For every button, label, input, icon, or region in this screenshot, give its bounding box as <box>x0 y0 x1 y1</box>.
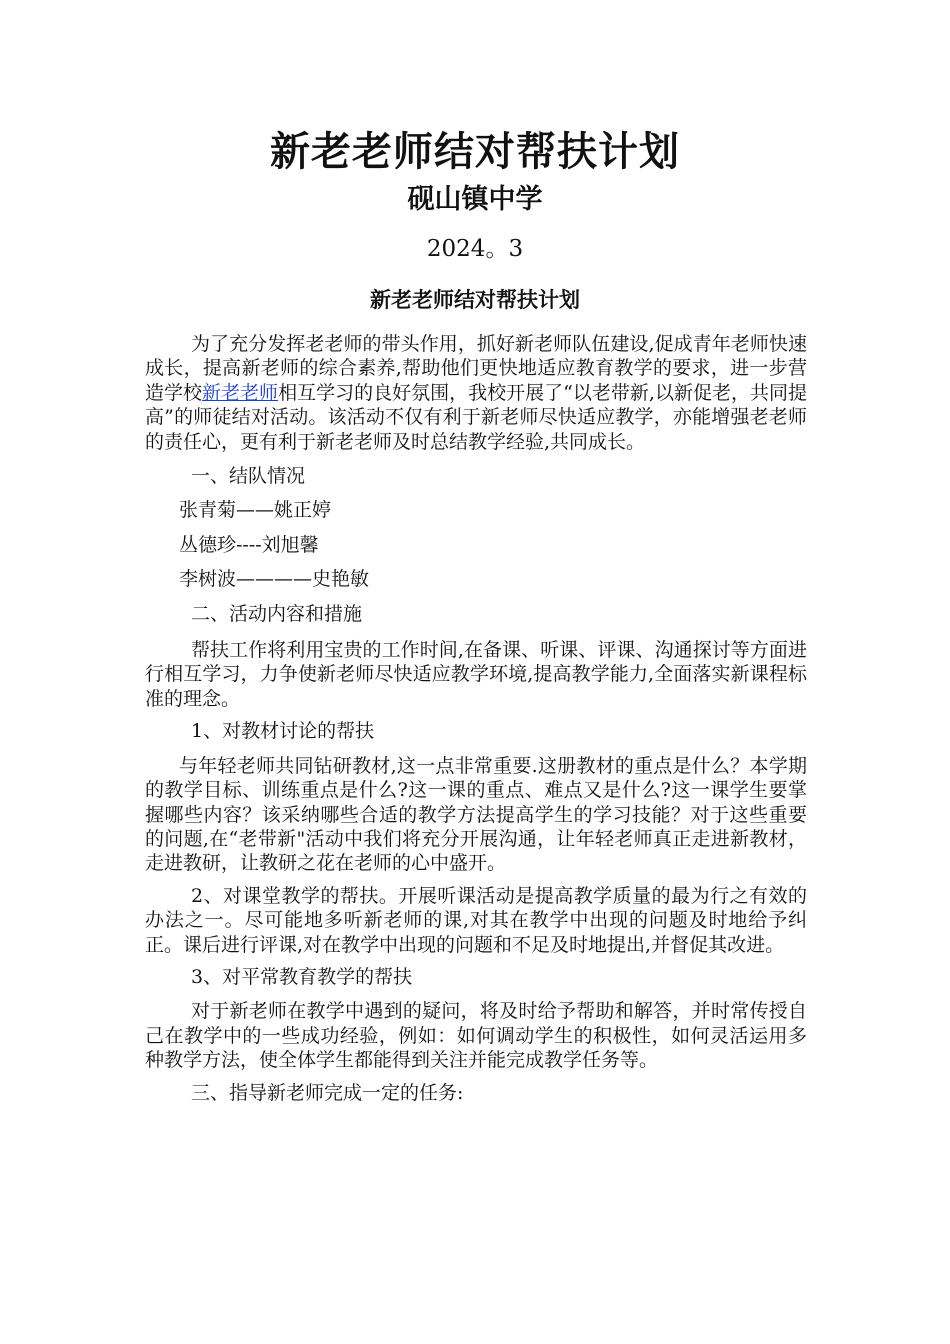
school-name: 砚山镇中学 <box>407 184 543 215</box>
section1-heading: 一、结队情况 <box>191 465 306 488</box>
item1-heading: 1、对教材讨论的帮扶 <box>191 720 375 743</box>
section3-heading: 三、指导新老师完成一定的任务: <box>191 1081 464 1104</box>
document-body <box>145 332 807 1113</box>
intro-text-after-link: 相互学习的良好氛围，我校开展了“以老带新,以新促老，共同提高”的师徒结对活动。该活动不仅有利于新老师尽快适应教学，亦能增强老老师的责任心，更有利于新老老师及时总结教学经验,共同成长。 <box>145 381 807 453</box>
section2-paragraph: 帮扶工作将利用宝贵的工作时间,在备课、听课、评课、沟通探讨等方面进行相互学习，力争使新老师尽快适应教学环境,提高教学能力,全面落实新课程标准的理念。 <box>145 639 807 710</box>
item3-heading: 3、对平常教育教学的帮扶 <box>191 965 413 988</box>
pair-item: 丛德珍----刘旭馨 <box>179 533 319 556</box>
item2-paragraph: 2、对课堂教学的帮扶。开展听课活动是提高教学质量的最为行之有效的办法之一。尽可能地多听新老师的课,对其在教学中出现的问题及时地给予纠正。课后进行评课,对在教学中出现的问题和不足及时地提出,并督促其改进。 <box>145 884 807 956</box>
pair-item: 李树波————史艳敏 <box>179 568 370 591</box>
document-date: 2024。3 <box>426 236 524 262</box>
item1-paragraph: 与年轻老师共同钻研教材,这一点非常重要.这册教材的重点是什么？本学期的教学目标、训练重点是什么?这一课的重点、难点又是什么?这一课学生要掌握哪些内容？该采纳哪些合适的教学方法提高学生的学习技能？对于这些重要的问题,在“老带新"活动中我们将充分开展沟通，让年轻老师真正走进新教材，走进教研，让教研之花在老师的心中盛开。 <box>145 754 807 875</box>
document-title: 新老老师结对帮扶计划 <box>270 128 680 175</box>
teachers-link[interactable]: 新老老师 <box>202 381 279 404</box>
section2-heading: 二、活动内容和措施 <box>191 602 363 625</box>
intro-paragraph <box>145 332 807 454</box>
item3-paragraph: 对于新老师在教学中遇到的疑问，将及时给予帮助和解答，并时常传授自己在教学中的一些成功经验，例如：如何调动学生的积极性，如何灵活运用多种教学方法，使全体学生都能得到关注并能完成教学任务等。 <box>145 1000 807 1072</box>
document-subtitle: 新老老师结对帮扶计划 <box>370 287 580 312</box>
pair-item: 张青菊——姚正婷 <box>179 499 332 522</box>
intro-text-before-link: 为了充分发挥老老师的带头作用，抓好新老师队伍建设,促成青年老师快速成长，提高新老师的综合素养,帮助他们更快地适应教育教学的要求，进一步营造学校 <box>145 333 807 404</box>
